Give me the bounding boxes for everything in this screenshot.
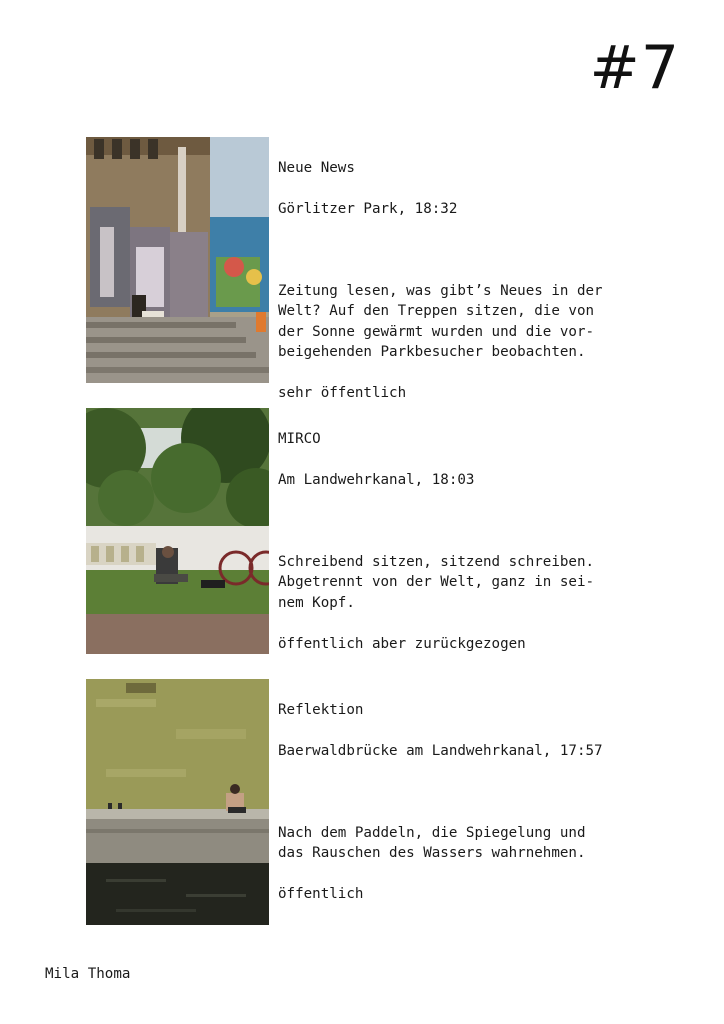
photo-landwehrkanal — [86, 408, 269, 654]
entry-location-time: Baerwaldbrücke am Landwehrkanal, 17:57 — [278, 742, 603, 759]
entry-description: Schreibend sitzen, sitzend schreiben. Abgetrennt von der Welt, ganz in sei- nem Kopf. — [278, 553, 595, 611]
entry-title: Neue News — [278, 159, 355, 176]
entry-reflektion — [86, 679, 686, 925]
entry-neue-news — [86, 137, 686, 401]
entry-text — [278, 679, 648, 925]
entry-title: MIRCO — [278, 430, 321, 447]
photo-goerlitzer-park — [86, 137, 269, 383]
photo-baerwaldbruecke — [86, 679, 269, 925]
entry-mirco — [86, 408, 686, 654]
entry-tag: sehr öffentlich — [278, 385, 407, 401]
entry-tag: öffentlich — [278, 886, 364, 902]
entry-description: Nach dem Paddeln, die Spiegelung und das Rauschen des Wassers wahrnehmen. — [278, 824, 586, 861]
entry-title: Reflektion — [278, 701, 364, 718]
entry-location-time: Görlitzer Park, 18:32 — [278, 200, 458, 217]
author-name: Mila Thoma — [45, 966, 131, 982]
entry-tag: öffentlich aber zurückgezogen — [278, 635, 526, 652]
page-number: #7 — [589, 33, 680, 103]
entry-text — [278, 137, 648, 424]
entry-description: Zeitung lesen, was gibt’s Neues in der Welt? Auf den Treppen sitzen, die von der Sonne gewärmt wurden und die vor- beigehenden Parkbesucher beobachten. — [278, 282, 603, 360]
entry-location-time: Am Landwehrkanal, 18:03 — [278, 471, 475, 488]
entry-text — [278, 408, 648, 675]
